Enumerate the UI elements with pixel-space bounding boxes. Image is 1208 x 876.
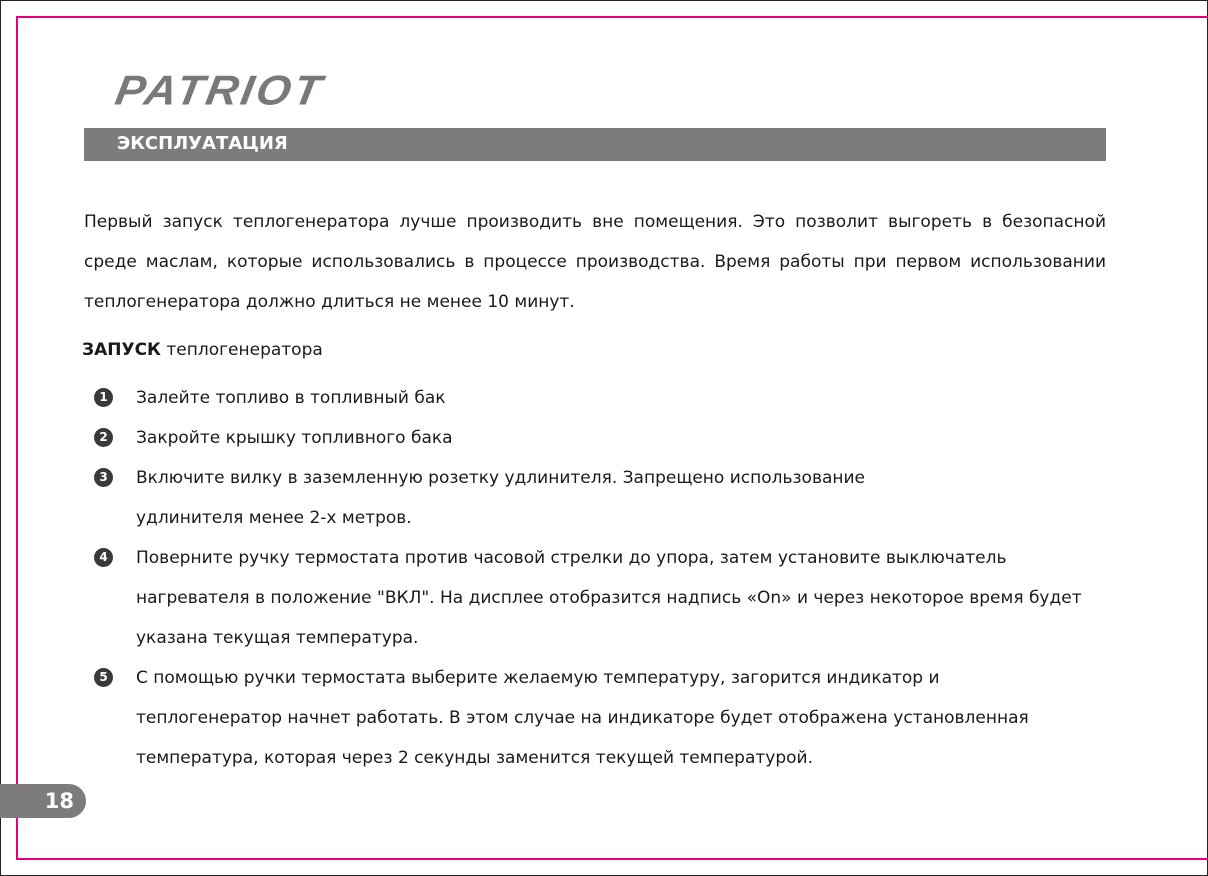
start-heading-rest: теплогенератора — [160, 340, 323, 360]
step-number-icon: 2 — [94, 428, 113, 447]
list-item — [92, 458, 916, 538]
step-text: Закройте крышку топливного бака — [136, 428, 453, 448]
start-heading-bold: ЗАПУСК — [82, 340, 161, 360]
page-number: 18 — [44, 789, 74, 813]
list-item — [92, 658, 1086, 778]
intro-paragraph: Первый запуск теплогенератора лучше производить вне помещения. Это позволит выгореть в безопасной среде маслам, которые использовались в процессе производства. Время работы при первом использовании теплогенератора должно длиться не менее 10 минут. — [84, 212, 1106, 312]
page-number-tab — [0, 784, 86, 818]
start-heading — [82, 340, 323, 360]
list-item — [92, 418, 1072, 458]
list-item — [92, 538, 1106, 658]
step-text: С помощью ручки термостата выберите желаемую температуру, загорится индикатор и теплогенератор начнет работать. В этом случае на индикаторе будет отображена установленная температура, которая через 2 секунды заменится текущей температурой. — [136, 668, 1029, 768]
section-title: ЭКСПЛУАТАЦИЯ — [117, 133, 288, 154]
step-text: Поверните ручку термостата против часовой стрелки до упора, затем установите выключатель нагревателя в положение "ВКЛ". На дисплее отобразится надпись «On» и через некоторое время будет указана текущая температура. — [136, 548, 1082, 648]
list-item — [92, 378, 1072, 418]
steps-list — [92, 378, 1082, 778]
step-number-icon: 3 — [94, 468, 113, 487]
patriot-logo: PATRIOT — [111, 67, 328, 114]
step-number-icon: 1 — [94, 388, 113, 407]
step-text: Залейте топливо в топливный бак — [136, 388, 446, 408]
step-text: Включите вилку в заземленную розетку удлинителя. Запрещено использование удлинителя менее 2-х метров. — [136, 468, 866, 528]
step-number-icon: 5 — [94, 668, 113, 687]
section-header-bar — [84, 128, 1106, 161]
step-number-icon: 4 — [94, 548, 113, 567]
